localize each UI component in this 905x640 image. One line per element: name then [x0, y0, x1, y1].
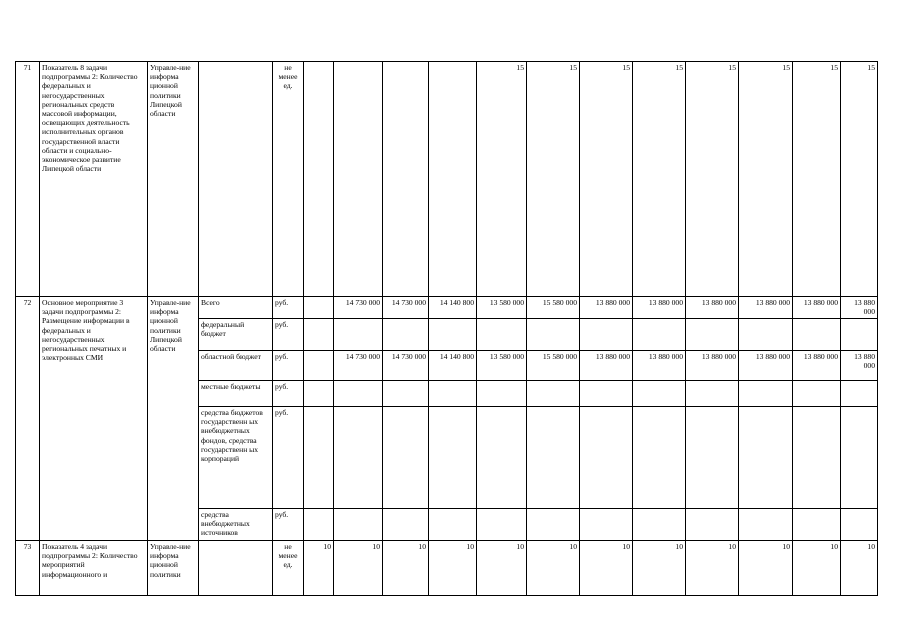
value-cell: 10	[580, 541, 633, 596]
value-cell: 10	[383, 541, 429, 596]
value-cell	[429, 407, 477, 509]
value-cell	[477, 509, 527, 541]
value-cell	[793, 381, 841, 407]
value-cell	[304, 297, 334, 319]
responsible-executor-cell: Управле-ние информа ционной политики Липецкой области	[148, 62, 199, 297]
funding-source-cell: местные бюджеты	[199, 381, 273, 407]
responsible-executor-cell: Управле-ние информа ционной политики Липецкой области	[148, 297, 199, 541]
value-cell: 14 730 000	[334, 297, 383, 319]
value-cell	[383, 381, 429, 407]
value-cell	[477, 381, 527, 407]
value-cell	[633, 381, 686, 407]
value-cell: 15 580 000	[527, 351, 580, 381]
value-cell	[527, 381, 580, 407]
value-cell	[580, 509, 633, 541]
value-cell: 10	[334, 541, 383, 596]
value-cell: 15	[580, 62, 633, 297]
value-cell	[793, 509, 841, 541]
responsible-executor-cell: Управле-ние информа ционной политики	[148, 541, 199, 596]
unit-cell: руб.	[273, 319, 304, 351]
value-cell	[633, 407, 686, 509]
row-number-cell: 72	[16, 297, 40, 541]
value-cell	[686, 509, 739, 541]
value-cell: 15	[527, 62, 580, 297]
value-cell	[304, 509, 334, 541]
value-cell	[334, 62, 383, 297]
value-cell	[739, 319, 793, 351]
value-cell: 10	[527, 541, 580, 596]
value-cell: 10	[841, 541, 878, 596]
value-cell: 14 140 800	[429, 351, 477, 381]
value-cell	[383, 319, 429, 351]
value-cell	[633, 319, 686, 351]
value-cell	[841, 319, 878, 351]
value-cell	[304, 319, 334, 351]
table-row	[16, 297, 878, 319]
value-cell: 13 880 000	[793, 351, 841, 381]
funding-source-cell	[199, 541, 273, 596]
value-cell	[429, 381, 477, 407]
value-cell	[304, 351, 334, 381]
row-number-cell: 71	[16, 62, 40, 297]
value-cell	[334, 319, 383, 351]
value-cell: 14 730 000	[383, 351, 429, 381]
value-cell	[841, 407, 878, 509]
value-cell: 14 730 000	[334, 351, 383, 381]
value-cell: 15	[841, 62, 878, 297]
value-cell	[334, 381, 383, 407]
value-cell: 10	[633, 541, 686, 596]
value-cell	[477, 319, 527, 351]
value-cell: 13 880 000	[686, 297, 739, 319]
value-cell: 13 880 000	[841, 351, 878, 381]
budget-indicator-table	[15, 61, 878, 596]
value-cell	[633, 509, 686, 541]
value-cell: 15	[477, 62, 527, 297]
value-cell	[841, 509, 878, 541]
value-cell: 13 880 000	[633, 351, 686, 381]
value-cell: 13 880 000	[580, 351, 633, 381]
value-cell	[580, 407, 633, 509]
value-cell: 13 880 000	[633, 297, 686, 319]
value-cell: 14 730 000	[383, 297, 429, 319]
value-cell	[304, 381, 334, 407]
value-cell: 13 880 000	[739, 351, 793, 381]
value-cell: 10	[304, 541, 334, 596]
value-cell	[686, 407, 739, 509]
value-cell	[793, 319, 841, 351]
value-cell: 10	[686, 541, 739, 596]
value-cell	[841, 381, 878, 407]
unit-cell: руб.	[273, 407, 304, 509]
value-cell: 13 880 000	[793, 297, 841, 319]
value-cell	[739, 509, 793, 541]
funding-source-cell: средства внебюджетных источников	[199, 509, 273, 541]
value-cell: 10	[429, 541, 477, 596]
value-cell	[686, 381, 739, 407]
value-cell: 10	[793, 541, 841, 596]
value-cell: 13 880 000	[841, 297, 878, 319]
value-cell: 13 880 000	[739, 297, 793, 319]
unit-cell: руб.	[273, 509, 304, 541]
value-cell: 15	[686, 62, 739, 297]
value-cell: 10	[477, 541, 527, 596]
value-cell	[383, 509, 429, 541]
value-cell: 15	[739, 62, 793, 297]
funding-source-cell: Всего	[199, 297, 273, 319]
value-cell	[580, 319, 633, 351]
value-cell: 13 580 000	[477, 351, 527, 381]
value-cell	[527, 509, 580, 541]
value-cell: 13 880 000	[686, 351, 739, 381]
value-cell	[527, 319, 580, 351]
funding-source-cell	[199, 62, 273, 297]
value-cell	[477, 407, 527, 509]
value-cell: 10	[739, 541, 793, 596]
row-number-cell: 73	[16, 541, 40, 596]
value-cell	[686, 319, 739, 351]
value-cell: 13 580 000	[477, 297, 527, 319]
value-cell	[739, 381, 793, 407]
value-cell	[383, 62, 429, 297]
indicator-name-cell: Показатель 8 задачи подпрограммы 2: Количество федеральных и негосударственных региональных средств массовой информации, освещающих деятельность исполнительных органов государственной власти области и социально-экономическое развитие Липецкой области	[40, 62, 148, 297]
value-cell: 14 140 800	[429, 297, 477, 319]
value-cell	[334, 407, 383, 509]
value-cell	[383, 407, 429, 509]
indicator-name-cell: Показатель 4 задачи подпрограммы 2: Количество мероприятий информационного и	[40, 541, 148, 596]
value-cell	[739, 407, 793, 509]
value-cell	[304, 62, 334, 297]
value-cell: 15	[793, 62, 841, 297]
value-cell	[580, 381, 633, 407]
value-cell	[429, 319, 477, 351]
value-cell: 15	[633, 62, 686, 297]
indicator-name-cell: Основное мероприятие 3 задачи подпрограммы 2: Размещение информации в федеральных и негосударственных региональных печатных и электронных СМИ	[40, 297, 148, 541]
unit-cell: руб.	[273, 381, 304, 407]
unit-cell: руб.	[273, 297, 304, 319]
funding-source-cell: областной бюджет	[199, 351, 273, 381]
value-cell	[527, 407, 580, 509]
value-cell	[304, 407, 334, 509]
unit-cell: не менее ед.	[273, 62, 304, 297]
value-cell	[334, 509, 383, 541]
unit-cell: не менее ед.	[273, 541, 304, 596]
funding-source-cell: средства бюджетов государственн ых внебюджетных фондов, средства государственн ых корпораций	[199, 407, 273, 509]
unit-cell: руб.	[273, 351, 304, 381]
table-row	[16, 62, 878, 297]
value-cell: 15 580 000	[527, 297, 580, 319]
funding-source-cell: федеральный бюджет	[199, 319, 273, 351]
value-cell	[429, 62, 477, 297]
table-row	[16, 541, 878, 596]
value-cell	[793, 407, 841, 509]
value-cell	[429, 509, 477, 541]
value-cell: 13 880 000	[580, 297, 633, 319]
